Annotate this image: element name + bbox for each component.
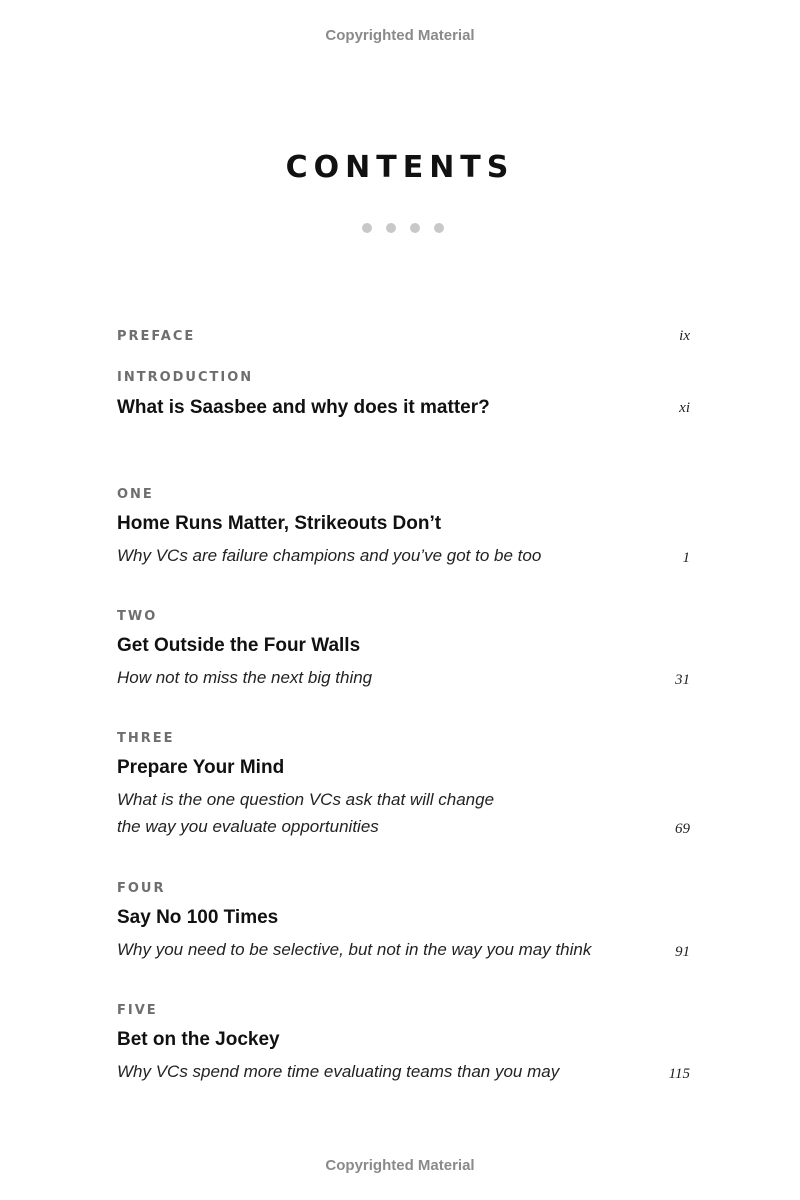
toc-entry-chapter-two[interactable]: [117, 608, 690, 691]
toc-entry-introduction[interactable]: [117, 369, 690, 420]
ornament-dot-icon: [410, 223, 420, 233]
preface-page-number: ix: [679, 328, 690, 344]
chapter-label: TWO: [117, 609, 158, 624]
copyright-watermark-bottom: Copyrighted Material: [325, 1157, 475, 1174]
chapter-label: FOUR: [117, 881, 166, 896]
ornament-dots: [362, 223, 452, 235]
chapter-page-number: 69: [675, 821, 690, 837]
chapter-label: FIVE: [117, 1003, 158, 1018]
chapter-title: Bet on the Jockey: [117, 1029, 280, 1050]
introduction-title: What is Saasbee and why does it matter?: [117, 397, 490, 418]
chapter-title: Get Outside the Four Walls: [117, 635, 361, 656]
toc-entry-chapter-one[interactable]: [117, 486, 690, 569]
toc-entry-preface[interactable]: [117, 328, 690, 346]
chapter-page-number: 1: [682, 550, 690, 566]
chapter-title: Say No 100 Times: [117, 907, 279, 928]
chapter-label: ONE: [117, 487, 154, 502]
introduction-page-number: xi: [679, 400, 690, 416]
chapter-label: THREE: [117, 731, 175, 746]
chapter-page-number: 115: [668, 1066, 690, 1082]
chapter-subtitle: Why VCs spend more time evaluating teams than you may: [117, 1062, 560, 1081]
chapter-subtitle-line-1: What is the one question VCs ask that will change: [117, 790, 495, 809]
preface-label: PREFACE: [117, 329, 196, 344]
chapter-title: Home Runs Matter, Strikeouts Don’t: [117, 513, 442, 534]
toc-entry-chapter-four[interactable]: [117, 880, 690, 963]
contents-heading: CONTENTS: [285, 150, 515, 185]
chapter-subtitle-line-2: the way you evaluate opportunities: [117, 817, 379, 836]
chapter-subtitle: How not to miss the next big thing: [117, 668, 373, 687]
introduction-label: INTRODUCTION: [117, 370, 254, 385]
toc-entry-chapter-three[interactable]: [117, 730, 690, 840]
copyright-watermark-top: Copyrighted Material: [325, 27, 475, 44]
ornament-dot-icon: [386, 223, 396, 233]
chapter-title: Prepare Your Mind: [117, 757, 285, 778]
ornament-dot-icon: [434, 223, 444, 233]
chapter-subtitle: Why you need to be selective, but not in the way you may think: [117, 940, 592, 959]
chapter-page-number: 91: [675, 944, 690, 960]
chapter-page-number: 31: [675, 672, 690, 688]
chapter-subtitle: Why VCs are failure champions and you’ve got to be too: [117, 546, 542, 565]
ornament-dot-icon: [362, 223, 372, 233]
toc-entry-chapter-five[interactable]: [117, 1002, 690, 1085]
